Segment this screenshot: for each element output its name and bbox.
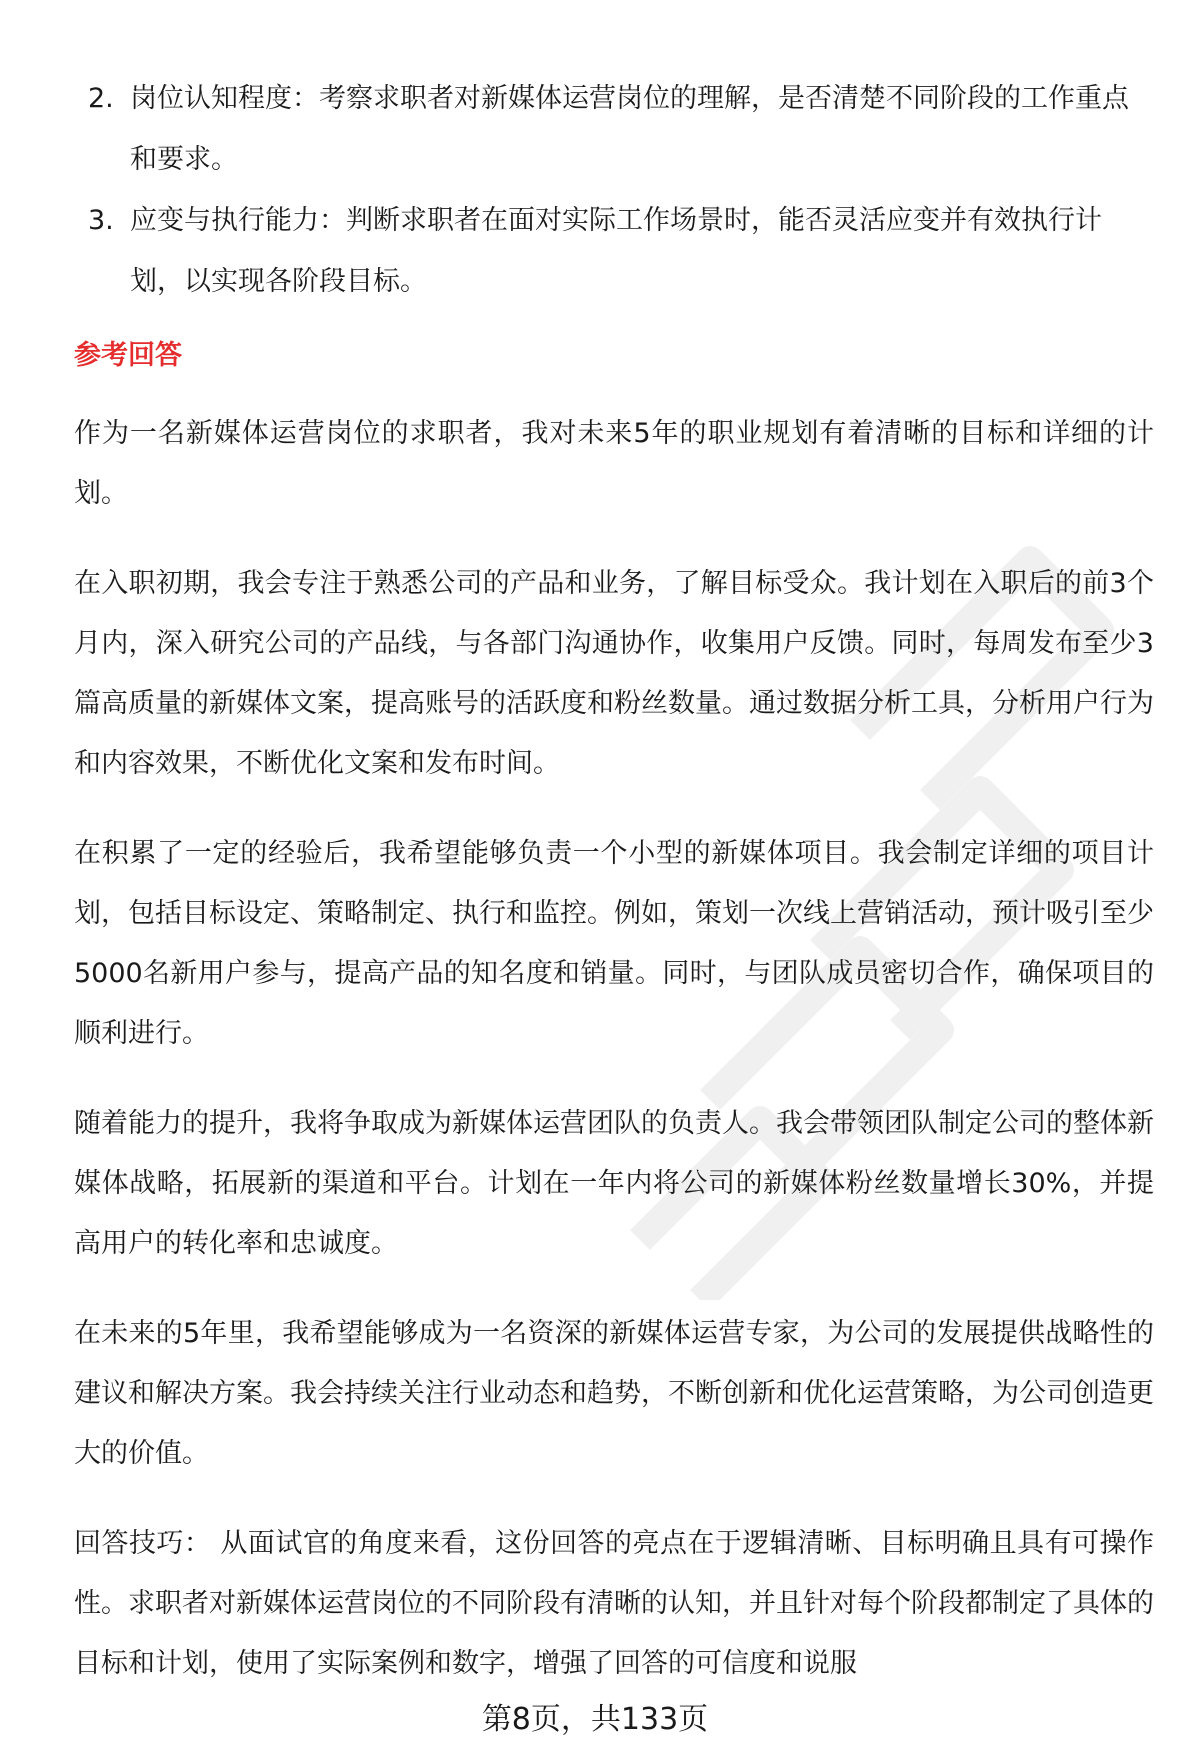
list-item-number: 2. (88, 83, 114, 114)
section-heading: 参考回答 (74, 340, 182, 371)
list-item (74, 68, 1154, 190)
paragraph: 在积累了一定的经验后，我希望能够负责一个小型的新媒体项目。我会制定详细的项目计划，包括目标设定、策略制定、执行和监控。例如，策划一次线上营销活动，预计吸引至少5000名新用户参与，提高产品的知名度和销量。同时，与团队成员密切合作，确保项目的顺利进行。 (74, 838, 1154, 1049)
paragraph: 作为一名新媒体运营岗位的求职者，我对未来5年的职业规划有着清晰的目标和详细的计划。 (74, 418, 1154, 509)
paragraph: 在入职初期，我会专注于熟悉公司的产品和业务，了解目标受众。我计划在入职后的前3个月内，深入研究公司的产品线，与各部门沟通协作，收集用户反馈。同时，每周发布至少3篇高质量的新媒体文案，提高账号的活跃度和粉丝数量。通过数据分析工具，分析用户行为和内容效果，不断优化文案和发布时间。 (74, 568, 1154, 779)
paragraph: 随着能力的提升，我将争取成为新媒体运营团队的负责人。我会带领团队制定公司的整体新媒体战略，拓展新的渠道和平台。计划在一年内将公司的新媒体粉丝数量增长30%，并提高用户的转化率和忠诚度。 (74, 1108, 1154, 1259)
document-body (74, 68, 1154, 1724)
list-item (74, 190, 1154, 312)
evaluation-list (74, 68, 1154, 312)
paragraph: 在未来的5年里，我希望能够成为一名资深的新媒体运营专家，为公司的发展提供战略性的建议和解决方案。我会持续关注行业动态和趋势，不断创新和优化运营策略，为公司创造更大的价值。 (74, 1318, 1154, 1469)
page-number-footer: 第8页，共133页 (481, 1702, 709, 1737)
list-item-text: 岗位认知程度：考察求职者对新媒体运营岗位的理解，是否清楚不同阶段的工作重点和要求。 (130, 83, 1129, 175)
list-item-text: 应变与执行能力：判断求职者在面对实际工作场景时，能否灵活应变并有效执行计划，以实现各阶段目标。 (130, 205, 1102, 297)
list-item-number: 3. (88, 205, 114, 236)
paragraph: 回答技巧： 从面试官的角度来看，这份回答的亮点在于逻辑清晰、目标明确且具有可操作性。求职者对新媒体运营岗位的不同阶段有清晰的认知，并且针对每个阶段都制定了具体的目标和计划，使用了实际案例和数字，增强了回答的可信度和说服 (74, 1528, 1154, 1679)
